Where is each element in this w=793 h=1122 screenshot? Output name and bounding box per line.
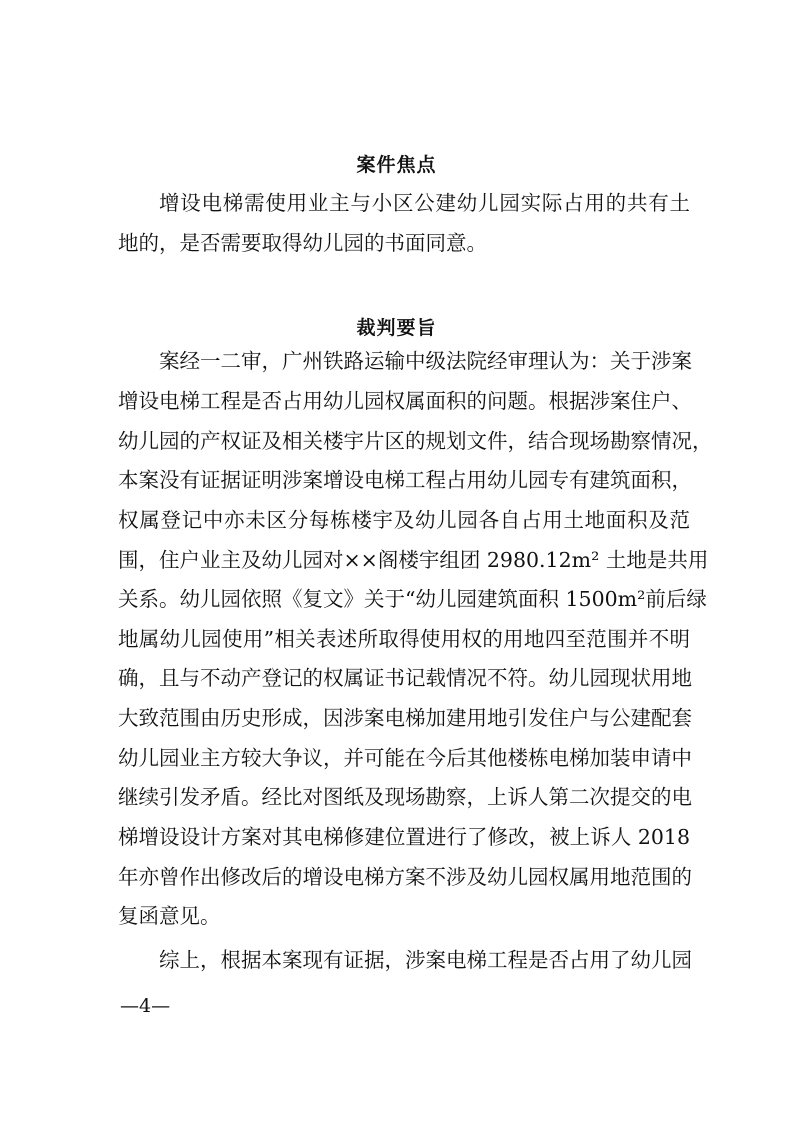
paragraph-line: 复函意见。	[118, 904, 221, 928]
paragraph-line: 确，且与不动产登记的权属证书记载情况不符。幼儿园现状用地	[118, 666, 692, 690]
paragraph-line: 围，住户业主及幼儿园对××阁楼宇组团 2980.12m² 土地是共用	[118, 548, 709, 572]
paragraph-line: 幼儿园的产权证及相关楼宇片区的规划文件，结合现场勘察情况，	[118, 429, 713, 453]
paragraph-line: 本案没有证据证明涉案增设电梯工程占用幼儿园专有建筑面积，	[118, 468, 692, 492]
section-heading-case-focus: 案件焦点	[356, 154, 437, 176]
paragraph-line: 权属登记中亦未区分每栋楼宇及幼儿园各自占用土地面积及范	[118, 508, 690, 532]
paragraph-line: 大致范围由历史形成，因涉案电梯加建用地引发住户与公建配套	[118, 706, 692, 730]
paragraph-line: 年亦曾作出修改后的增设电梯方案不涉及幼儿园权属用地范围的	[118, 865, 692, 889]
section-heading-judgment-summary: 裁判要旨	[356, 317, 437, 339]
paragraph-line: 幼儿园业主方较大争议，并可能在今后其他楼栋电梯加装申请中	[118, 746, 692, 770]
paragraph-line: 继续引发矛盾。经比对图纸及现场勘察，上诉人第二次提交的电	[118, 785, 692, 809]
paragraph-line: 地的，是否需要取得幼儿园的书面同意。	[118, 231, 487, 255]
paragraph-line: 增设电梯工程是否占用幼儿园权属面积的问题。根据涉案住户、	[118, 389, 692, 413]
page-number: —4—	[120, 995, 171, 1017]
paragraph-line: 关系。幼儿园依照《复文》关于“幼儿园建筑面积 1500m²前后绿	[118, 587, 707, 611]
paragraph-line: 地属幼儿园使用”相关表述所取得使用权的用地四至范围并不明	[118, 627, 690, 651]
paragraph-line: 梯增设设计方案对其电梯修建位置进行了修改，被上诉人 2018	[118, 825, 690, 849]
paragraph-line: 增设电梯需使用业主与小区公建幼儿园实际占用的共有土	[159, 191, 690, 215]
paragraph-line: 案经一二审，广州铁路运输中级法院经审理认为：关于涉案	[159, 349, 692, 373]
paragraph-line: 综上，根据本案现有证据，涉案电梯工程是否占用了幼儿园	[159, 948, 692, 972]
